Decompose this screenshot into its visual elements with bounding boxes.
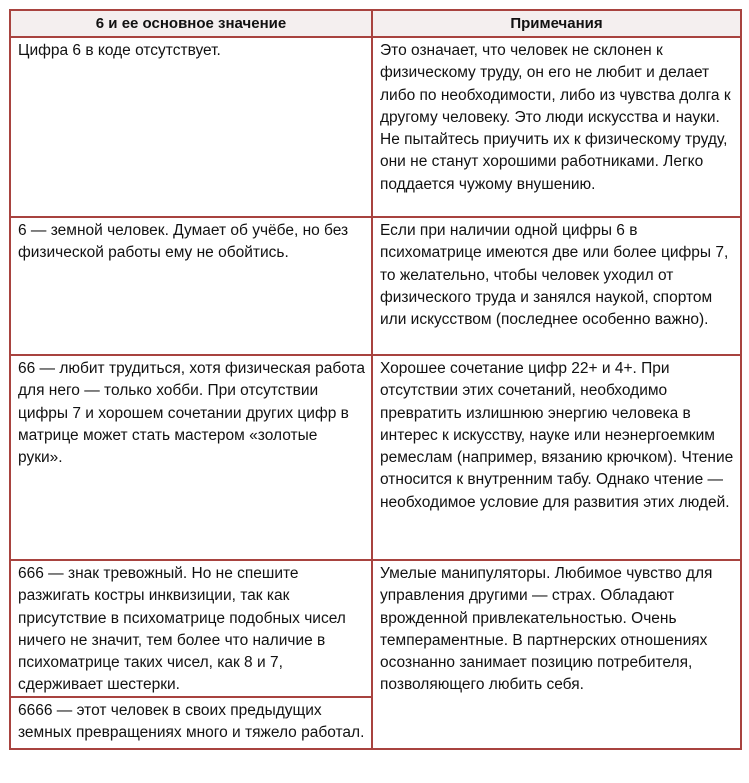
- cell-notes: Умелые манипуляторы. Любимое чувство для управления другими — страх. Обладают врожденной привлекательностью. Очень темпераментные. В партнерских отношениях осознанно занимает позицию потребителя, позволяющего любить себя.: [372, 560, 741, 749]
- cell-notes: Если при наличии одной цифры 6 в психоматрице имеются две или более цифры 7, то желательно, чтобы человек уходил от физического труда и занялся наукой, спортом или искусством (последнее особенно важно).: [372, 217, 741, 355]
- cell-meaning-split: [10, 560, 372, 749]
- table-row: [10, 560, 741, 749]
- cell-notes: Хорошее сочетание цифр 22+ и 4+. При отсутствии этих сочетаний, необходимо превратить излишнюю энергию человека в интерес к искусству, науке или неэнергоемким ремеслам (например, вязанию крючком). Чтение относится к внутренним табу. Однако чтение — необходимое условие для развития этих людей.: [372, 355, 741, 560]
- cell-meaning: 666 — знак тревожный. Но не спешите разжигать костры инквизиции, так как присутствие в психоматрице подобных чисел ничего не значит, тем более что наличие в психоматрице таких чисел, как 8 и 7, сдерживает шестерки.: [18, 565, 346, 694]
- cell-meaning: 6666 — этот человек в своих предыдущих земных превращениях много и тяжело работал.: [11, 696, 371, 748]
- meaning-table: [9, 9, 742, 750]
- table-row: [10, 217, 741, 355]
- header-meaning: 6 и ее основное значение: [10, 10, 372, 37]
- table-header-row: [10, 10, 741, 37]
- cell-meaning: 66 — любит трудиться, хотя физическая работа для него — только хобби. При отсутствии цифры 7 и хорошем сочетании других цифр в матрице может стать мастером «золотые руки».: [10, 355, 372, 560]
- cell-notes: Это означает, что человек не склонен к физическому труду, он его не любит и делает либо по необходимости, либо из чувства долга к другому человеку. Это люди искусства и науки. Не пытайтесь приучить их к физическому труду, они не станут хорошими работниками. Легко поддается чужому внушению.: [372, 37, 741, 217]
- table-row: [10, 355, 741, 560]
- meaning-table-container: [9, 9, 740, 775]
- cell-meaning: Цифра 6 в коде отсутствует.: [10, 37, 372, 217]
- header-notes: Примечания: [372, 10, 741, 37]
- cell-meaning: 6 — земной человек. Думает об учёбе, но без физической работы ему не обойтись.: [10, 217, 372, 355]
- table-row: [10, 37, 741, 217]
